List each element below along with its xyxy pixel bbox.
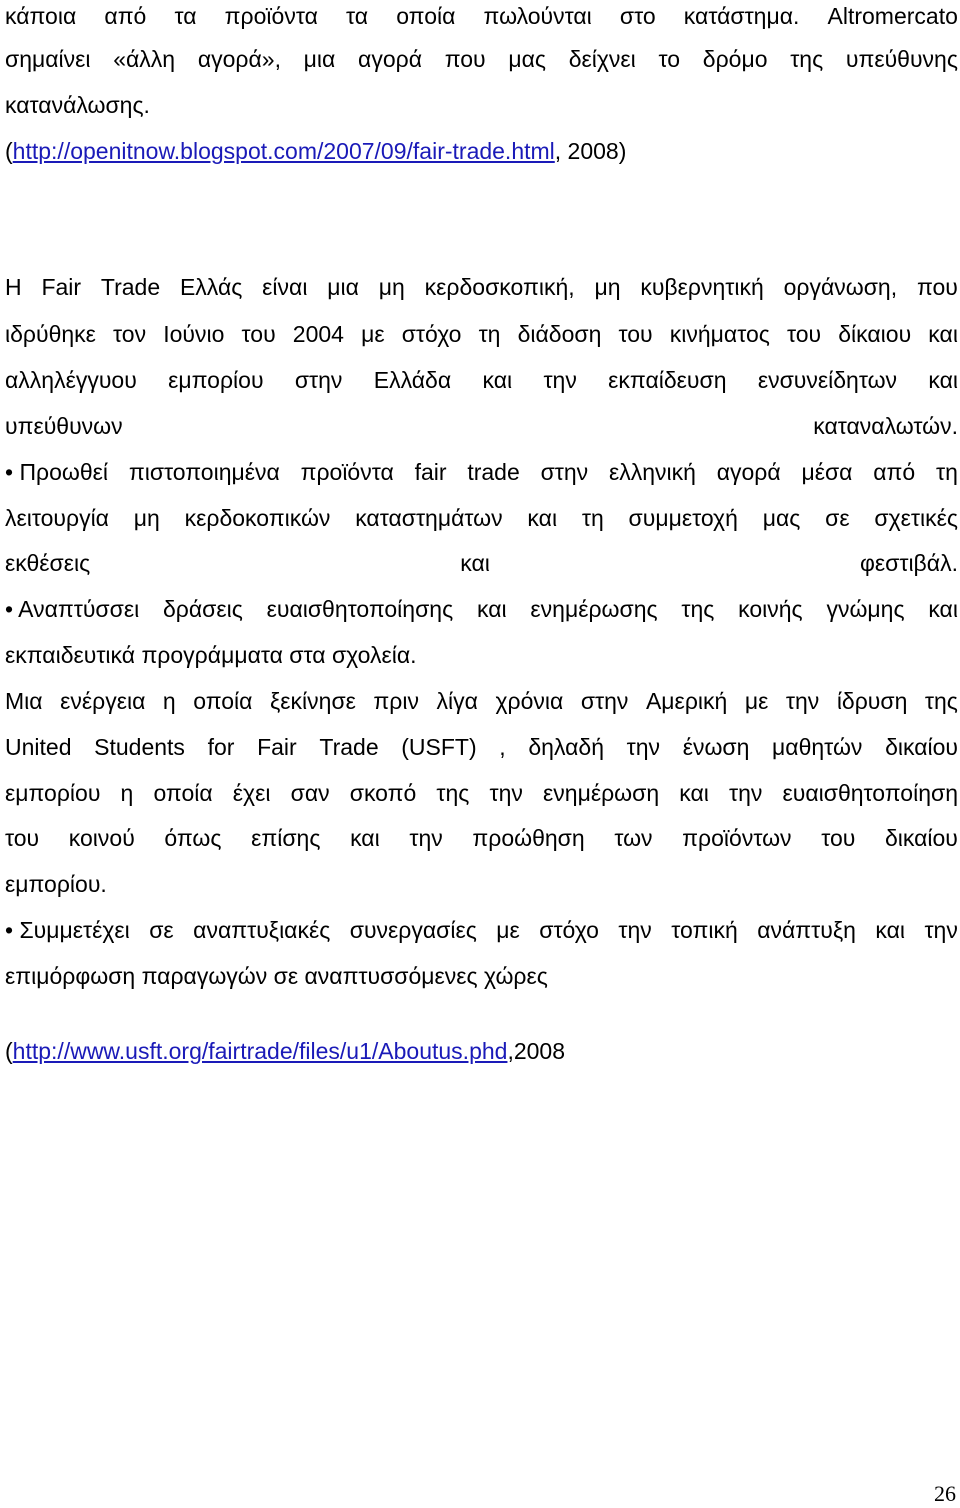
word: Μια <box>5 688 43 714</box>
word: την <box>785 688 820 714</box>
word: της <box>681 596 715 622</box>
fth-line-1 <box>5 273 958 301</box>
word: σε <box>149 917 174 943</box>
page-number: 26 <box>934 1481 956 1506</box>
word: οποία <box>153 780 213 806</box>
word: υπεύθυνων <box>5 413 123 439</box>
word: δηλαδή <box>528 734 604 760</box>
word: μια <box>303 46 336 72</box>
word: Αμερική <box>645 688 728 714</box>
word: την <box>618 917 652 943</box>
word: κερδοκοπικών <box>184 505 331 531</box>
word: και <box>527 505 558 531</box>
word: κοινής <box>738 596 803 622</box>
word: του <box>821 825 856 851</box>
usft-line-2 <box>5 733 958 761</box>
word: οποία <box>193 688 253 714</box>
word: κερδοσκοπική, <box>424 274 575 300</box>
word: 2004 <box>292 321 344 347</box>
word: του <box>786 321 822 347</box>
word: ελληνική <box>608 459 696 485</box>
word: αναπτυξιακές <box>193 917 331 943</box>
word: στην <box>580 688 629 714</box>
word: τον <box>113 321 147 347</box>
fth-bullet-2-line-2: εκπαιδευτικά προγράμματα στα σχολεία. <box>5 642 417 668</box>
fth-line-2 <box>5 320 958 348</box>
word: αγορά», <box>197 46 281 72</box>
word: από <box>104 3 147 29</box>
word: μας <box>762 505 801 531</box>
word: εμπορίου <box>168 367 264 393</box>
word: τη <box>581 505 604 531</box>
word: δικαίου <box>885 734 958 760</box>
word: η <box>162 688 176 714</box>
word: κοινού <box>68 825 135 851</box>
word: Ελλάδα <box>373 367 452 393</box>
word: από <box>873 459 916 485</box>
word: σημαίνει <box>5 46 91 72</box>
word: λίγα <box>436 688 478 714</box>
word: η <box>120 780 134 806</box>
word: που <box>916 274 958 300</box>
word: την <box>409 825 443 851</box>
word: κυβερνητική <box>640 274 764 300</box>
word: δίκαιου <box>838 321 912 347</box>
word: μας <box>508 46 546 72</box>
word: με <box>496 917 520 943</box>
word: και <box>476 596 507 622</box>
word: εκπαίδευση <box>608 367 727 393</box>
word: που <box>444 46 486 72</box>
word: γνώμης <box>826 596 905 622</box>
word: φεστιβάλ. <box>860 550 958 576</box>
fth-line-3 <box>5 366 958 394</box>
word: «άλλη <box>113 46 176 72</box>
word: την <box>489 780 523 806</box>
word: τοπική <box>671 917 738 943</box>
word: είναι <box>262 274 308 300</box>
intro-line-1 <box>5 2 958 30</box>
word: μη <box>594 274 621 300</box>
word: χρόνια <box>495 688 564 714</box>
word: μη <box>378 274 405 300</box>
word: εμπορίου <box>5 780 101 806</box>
word: αγορά <box>716 459 781 485</box>
word: επίσης <box>251 825 321 851</box>
word: Ιούνιο <box>163 321 225 347</box>
word: τα <box>346 3 369 29</box>
word: fair <box>414 459 447 485</box>
fth-bullet-1-line-2 <box>5 504 958 532</box>
word: καταστημάτων <box>355 505 503 531</box>
word: του <box>5 825 40 851</box>
word: ευαισθητοποίηση <box>782 780 958 806</box>
word: λειτουργία <box>5 505 109 531</box>
word: στην <box>294 367 343 393</box>
word: πωλούνται <box>483 3 592 29</box>
word: στόχο <box>401 321 462 347</box>
word: έχει <box>232 780 271 806</box>
word: το <box>658 46 681 72</box>
word: ίδρυση <box>836 688 908 714</box>
usft-reference <box>5 1037 958 1065</box>
word: σαν <box>290 780 330 806</box>
word: και <box>928 367 958 393</box>
word: συμμετοχή <box>628 505 738 531</box>
word: μαθητών <box>772 734 863 760</box>
word: τα <box>174 3 197 29</box>
word: την <box>729 780 763 806</box>
word: στο <box>619 3 656 29</box>
word: σκοπό <box>349 780 417 806</box>
word: εκθέσεις <box>5 550 91 576</box>
word: την <box>626 734 661 760</box>
word: συνεργασίες <box>349 917 477 943</box>
word: προϊόντα <box>224 3 318 29</box>
usft-line-1 <box>5 687 958 715</box>
word: ένωση <box>682 734 750 760</box>
word: αγορά <box>358 46 423 72</box>
word: και <box>875 917 906 943</box>
word: διάδοση <box>517 321 602 347</box>
reference-year: , 2008) <box>554 138 627 164</box>
usft-bullet-line-2: επιμόρφωση παραγωγών σε αναπτυσσόμενες χώρες <box>5 963 548 989</box>
word: Altromercato <box>827 3 958 29</box>
word: και <box>482 367 513 393</box>
word: μη <box>133 505 160 531</box>
word: και <box>928 596 958 622</box>
word: δρόμο <box>702 46 768 72</box>
word: ξεκίνησε <box>269 688 356 714</box>
word: σχετικές <box>874 505 958 531</box>
word: προώθηση <box>472 825 585 851</box>
word: Students <box>94 734 185 760</box>
word: κάποια <box>5 3 77 29</box>
word: • Αναπτύσσει <box>5 596 140 622</box>
word: όπως <box>164 825 222 851</box>
word: κατάστημα. <box>683 3 800 29</box>
fth-line-4 <box>5 412 958 440</box>
word: οποία <box>396 3 456 29</box>
word: αλληλέγγυου <box>5 367 137 393</box>
fth-bullet-1-line-3 <box>5 549 958 577</box>
reference-open-paren: ( <box>5 1038 13 1064</box>
word: ενημέρωσης <box>530 596 658 622</box>
word: Fair <box>257 734 297 760</box>
word: και <box>350 825 380 851</box>
usft-line-4 <box>5 824 958 852</box>
word: την <box>924 917 958 943</box>
word: του <box>618 321 653 347</box>
word: Ελλάς <box>179 274 243 300</box>
word: καταναλωτών. <box>813 413 958 439</box>
word: ιδρύθηκε <box>5 321 96 347</box>
word: στόχο <box>539 917 599 943</box>
word: και <box>679 780 709 806</box>
word: δείχνει <box>568 46 636 72</box>
intro-line-2 <box>5 45 958 73</box>
word: Fair <box>41 274 82 300</box>
usft-bullet-line-1 <box>5 916 958 944</box>
word: , <box>499 734 506 760</box>
word: τη <box>478 321 501 347</box>
word: δικαίου <box>884 825 958 851</box>
reference-link-openitnow[interactable]: http://openitnow.blogspot.com/2007/09/fair-trade.html <box>12 138 555 164</box>
word: προϊόντα <box>300 459 394 485</box>
word: και <box>928 321 958 347</box>
word: ενσυνείδητων <box>757 367 898 393</box>
word: με <box>361 321 385 347</box>
word: σε <box>825 505 850 531</box>
word: προϊόντων <box>682 825 792 851</box>
word: των <box>614 825 653 851</box>
word: ενημέρωση <box>543 780 660 806</box>
word: ευαισθητοποίησης <box>266 596 454 622</box>
word: τη <box>936 459 958 485</box>
word: United <box>5 734 72 760</box>
word: με <box>744 688 769 714</box>
word: δράσεις <box>162 596 243 622</box>
word: και <box>460 550 490 576</box>
reference-link-usft[interactable]: http://www.usft.org/fairtrade/files/u1/Aboutus.phd <box>12 1038 508 1064</box>
word: μέσα <box>801 459 853 485</box>
word: υπεύθυνης <box>845 46 958 72</box>
usft-line-5: εμπορίου. <box>5 871 107 897</box>
word: της <box>436 780 470 806</box>
word: Trade <box>319 734 379 760</box>
reference-open-paren: ( <box>5 138 13 164</box>
word: • Προωθεί <box>5 459 109 485</box>
word: πιστοποιημένα <box>128 459 280 485</box>
intro-reference <box>5 137 958 165</box>
word: Trade <box>100 274 161 300</box>
word: Η <box>5 274 22 300</box>
intro-line-3: κατανάλωσης. <box>5 92 150 118</box>
word: πριν <box>373 688 419 714</box>
word: του <box>241 321 276 347</box>
word: μια <box>327 274 359 300</box>
fth-bullet-1-line-1 <box>5 458 958 486</box>
reference-year: ,2008 <box>507 1038 566 1064</box>
word: στην <box>540 459 589 485</box>
word: ανάπτυξη <box>757 917 856 943</box>
word: ενέργεια <box>60 688 146 714</box>
usft-line-3 <box>5 779 958 807</box>
word: της <box>790 46 824 72</box>
word: της <box>924 688 958 714</box>
word: • Συμμετέχει <box>5 917 130 943</box>
word: for <box>207 734 235 760</box>
word: κινήματος <box>669 321 770 347</box>
word: (USFT) <box>401 734 477 760</box>
word: την <box>543 367 577 393</box>
fth-bullet-2-line-1 <box>5 595 958 623</box>
word: οργάνωση, <box>783 274 898 300</box>
word: trade <box>467 459 520 485</box>
